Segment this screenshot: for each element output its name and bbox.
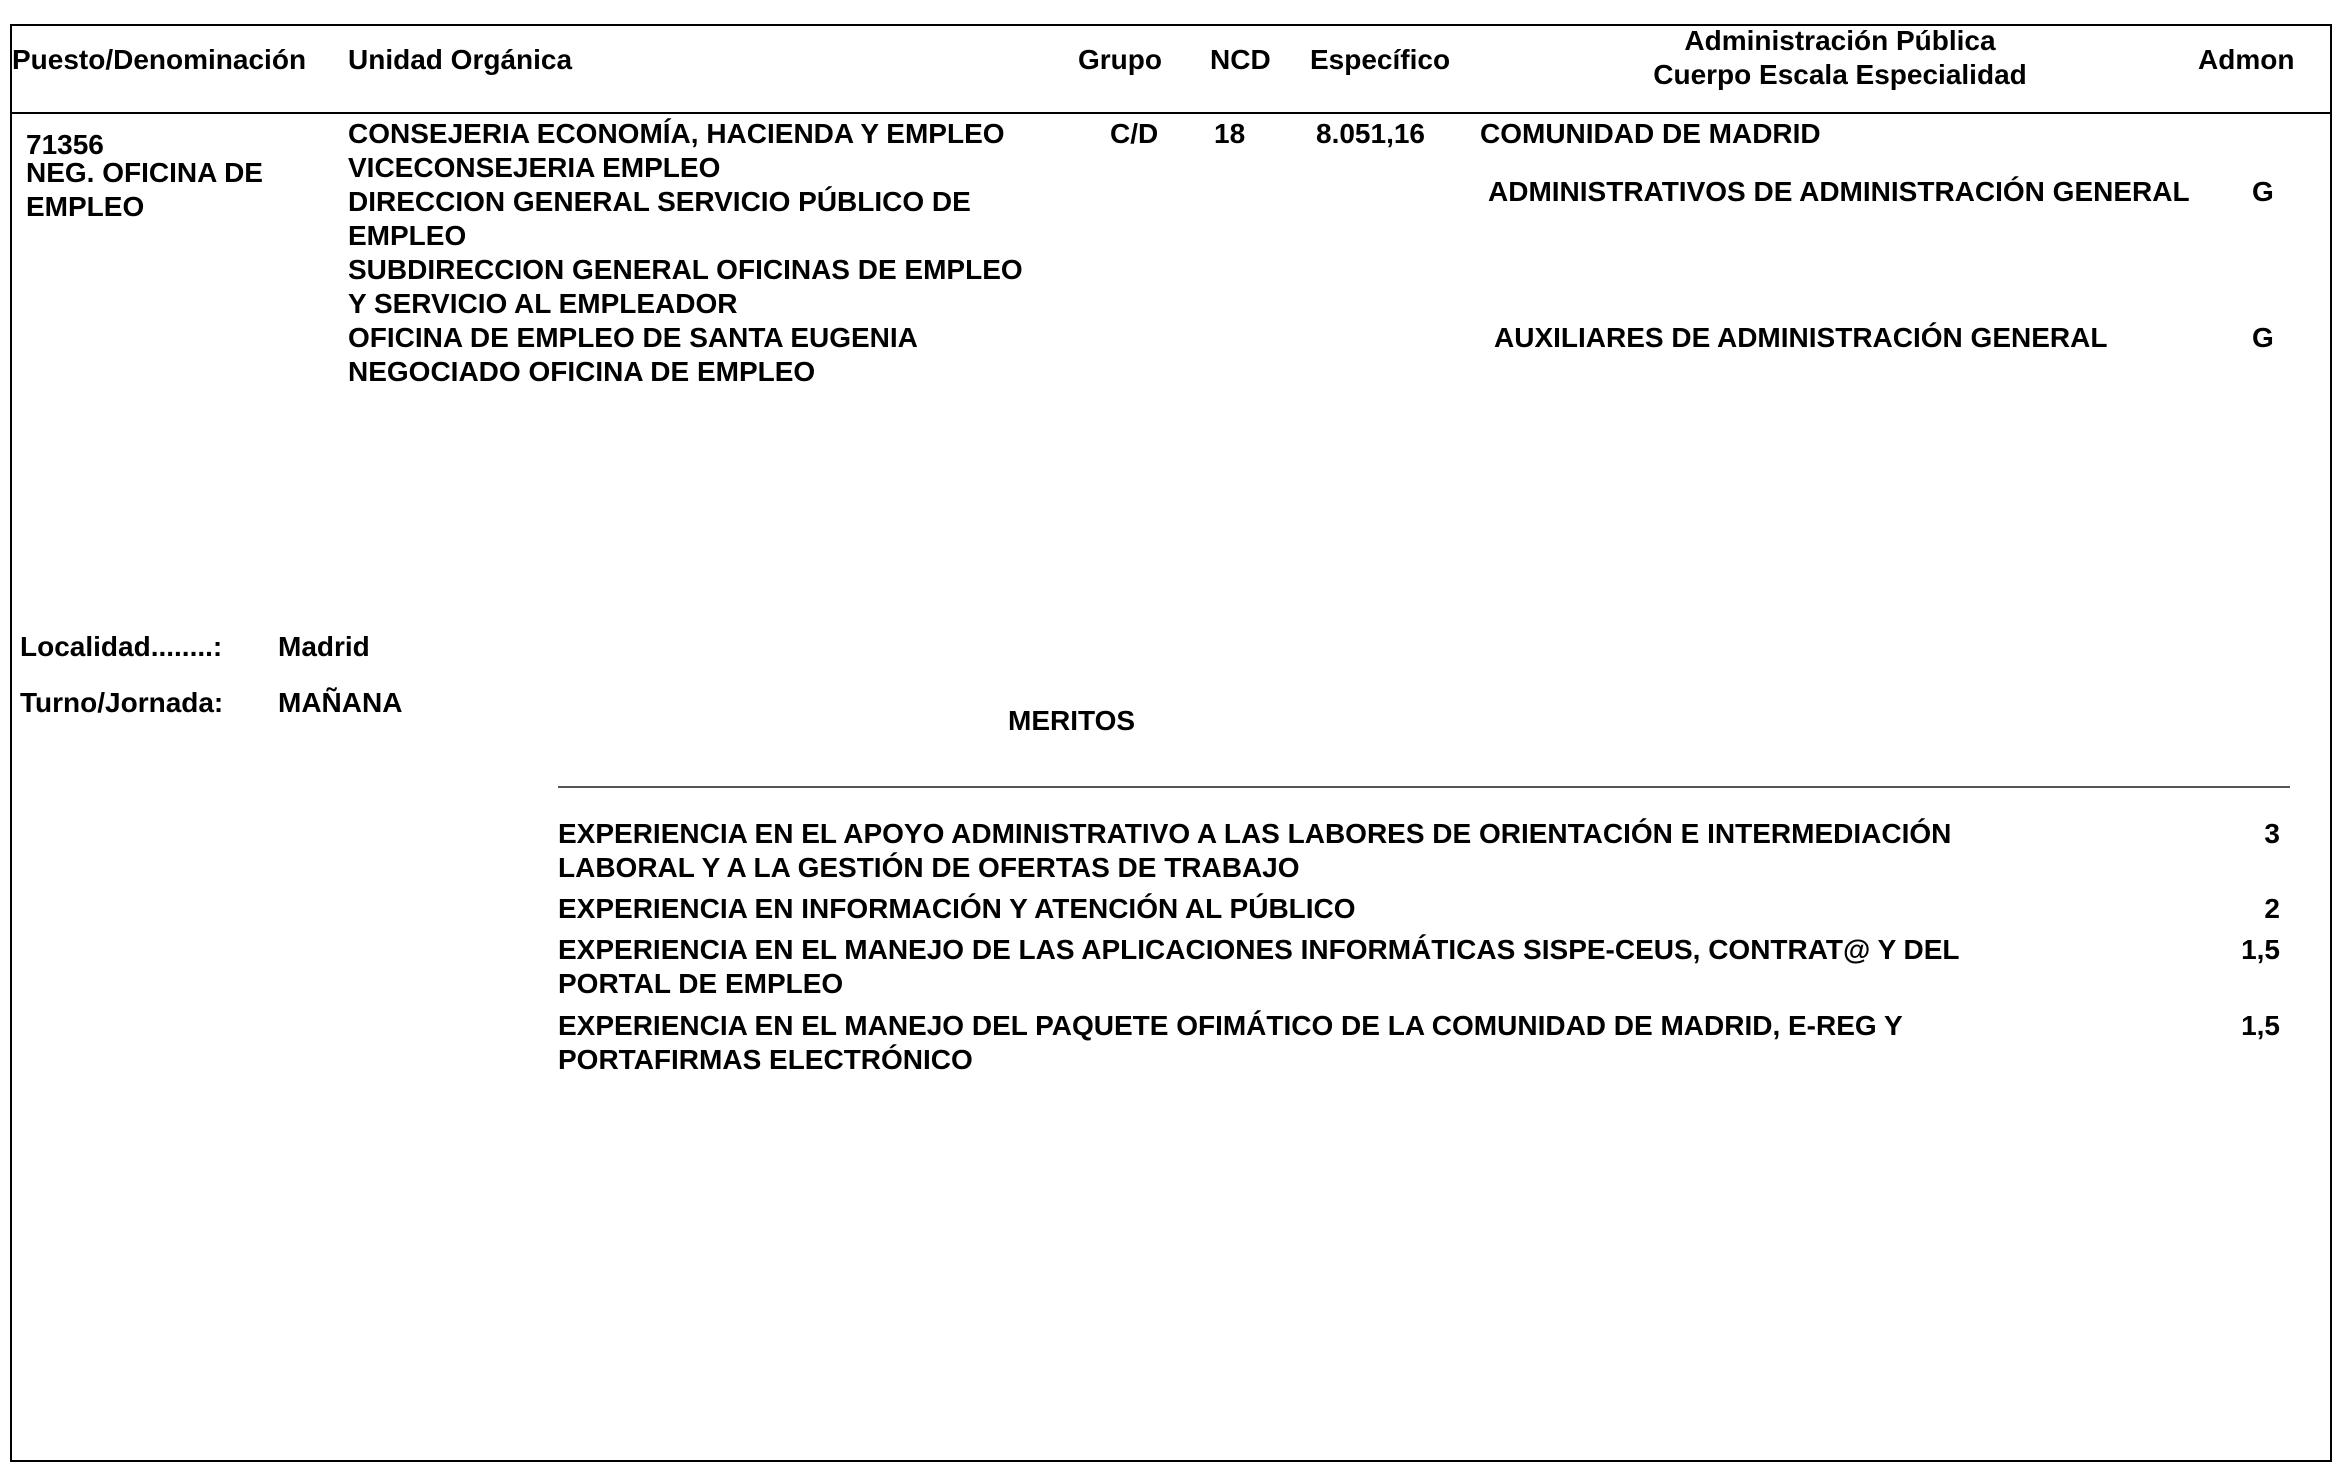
puesto-especifico: 8.051,16 <box>1316 118 1425 149</box>
merito-points: 3 <box>2264 818 2280 849</box>
unidad-line: VICECONSEJERIA EMPLEO <box>348 152 721 183</box>
merito-text-line2: PORTAFIRMAS ELECTRÓNICO <box>558 1044 973 1075</box>
header-grupo: Grupo <box>1078 44 1162 75</box>
unidad-line: NEGOCIADO OFICINA DE EMPLEO <box>348 356 816 387</box>
unidad-line: Y SERVICIO AL EMPLEADOR <box>348 288 738 319</box>
header-admin-publica: Administración Pública <box>1684 25 1996 56</box>
localidad-value: Madrid <box>278 631 370 662</box>
header-especifico: Específico <box>1310 44 1451 75</box>
header-admon: Admon <box>2198 44 2295 75</box>
header-divider <box>10 112 2332 114</box>
merito-text-line2: PORTAL DE EMPLEO <box>558 968 844 999</box>
merito-text-line1: EXPERIENCIA EN INFORMACIÓN Y ATENCIÓN AL PÚBLICO <box>558 893 1356 924</box>
cuerpo-admon: G <box>2252 176 2274 207</box>
header-unidad: Unidad Orgánica <box>348 44 573 75</box>
cuerpo-nombre: ADMINISTRATIVOS DE ADMINISTRACIÓN GENERAL <box>1488 176 2190 207</box>
merito-text-line1: EXPERIENCIA EN EL MANEJO DEL PAQUETE OFIMÁTICO DE LA COMUNIDAD DE MADRID, E-REG Y <box>558 1010 1903 1041</box>
turno-value: MAÑANA <box>278 687 403 718</box>
merito-text-line1: EXPERIENCIA EN EL APOYO ADMINISTRATIVO A LAS LABORES DE ORIENTACIÓN E INTERMEDIACIÓN <box>558 818 1952 849</box>
unidad-line: CONSEJERIA ECONOMÍA, HACIENDA Y EMPLEO <box>348 118 1005 149</box>
puesto-grupo: C/D <box>1110 118 1159 149</box>
puesto-denominacion-1: NEG. OFICINA DE <box>26 157 263 188</box>
meritos-divider <box>558 786 2290 788</box>
puesto-administracion: COMUNIDAD DE MADRID <box>1480 118 1821 149</box>
merito-points: 1,5 <box>2241 934 2280 965</box>
merito-points: 2 <box>2264 893 2280 924</box>
merito-text-line2: LABORAL Y A LA GESTIÓN DE OFERTAS DE TRABAJO <box>558 852 1300 883</box>
merito-text-line1: EXPERIENCIA EN EL MANEJO DE LAS APLICACIONES INFORMÁTICAS SISPE-CEUS, CONTRAT@ Y DEL <box>558 934 1960 965</box>
unidad-line: DIRECCION GENERAL SERVICIO PÚBLICO DE <box>348 186 971 217</box>
puesto-denominacion-2: EMPLEO <box>26 191 145 222</box>
localidad-label: Localidad........: <box>20 631 223 662</box>
unidad-line: EMPLEO <box>348 220 467 251</box>
cuerpo-nombre: AUXILIARES DE ADMINISTRACIÓN GENERAL <box>1494 322 2108 353</box>
merito-points: 1,5 <box>2241 1010 2280 1041</box>
header-ncd: NCD <box>1210 44 1271 75</box>
turno-label: Turno/Jornada: <box>20 687 224 718</box>
unidad-line: SUBDIRECCION GENERAL OFICINAS DE EMPLEO <box>348 254 1023 285</box>
header-puesto: Puesto/Denominación <box>12 44 307 75</box>
header-cuerpo-escala: Cuerpo Escala Especialidad <box>1653 59 2027 90</box>
puesto-codigo: 71356 <box>26 129 104 160</box>
puesto-ncd: 18 <box>1214 118 1246 149</box>
unidad-line: OFICINA DE EMPLEO DE SANTA EUGENIA <box>348 322 918 353</box>
cuerpo-admon: G <box>2252 322 2274 353</box>
meritos-title: MERITOS <box>1008 705 1136 736</box>
